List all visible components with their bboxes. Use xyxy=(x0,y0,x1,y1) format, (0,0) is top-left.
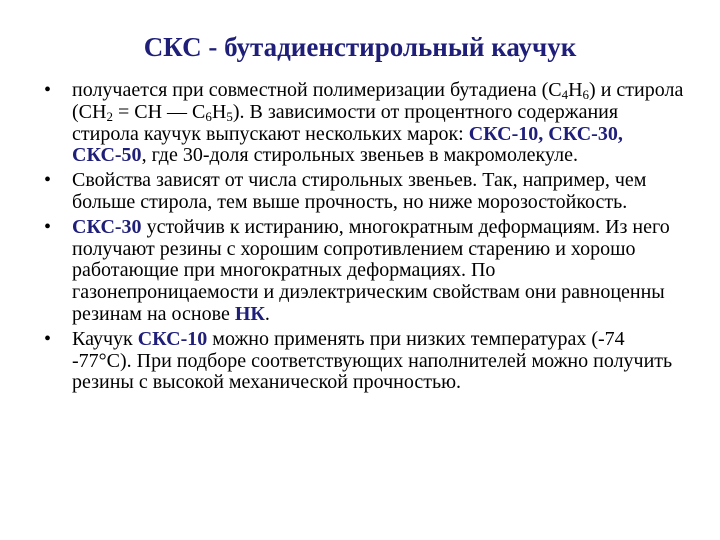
grade-highlight: СКС-10 xyxy=(137,327,208,350)
item-text: СКС-30 устойчив к истиранию, многократным деформациям. Из него получают резины с хорошим сопротивлением старению и хорошо работающие при многократных деформациях. По газонепроницаемости и диэлектрическим свойствам они равноценны резинам на основе НК. xyxy=(72,215,670,325)
list-item xyxy=(36,329,686,394)
list-item xyxy=(36,217,686,326)
list-item xyxy=(36,170,686,214)
grade-highlight: СКС-30 xyxy=(72,215,142,238)
bullet-icon: • xyxy=(44,327,52,350)
item-text: получается при совместной полимеризации бутадиена $(C_4H_6)$ и стирола ($CH_2$ = CH — $C_6H_5$). В зависимости от процентного содержания стирола каучук выпускают нескольких марок: СКС-10, СКС-30, СКС-50, где 30-доля стирольных звеньев в макромолекуле. xyxy=(72,79,684,167)
nk-highlight: НК xyxy=(234,302,265,325)
bullet-list xyxy=(36,80,686,397)
list-item xyxy=(36,80,686,167)
item-text: Свойства зависят от числа стирольных звеньев. Так, например, чем больше стирола, тем выше прочность, но ниже морозостойкость. xyxy=(72,169,647,213)
bullet-icon: • xyxy=(44,169,52,192)
grade-highlight: СКС-10, СКС-30, СКС-50 xyxy=(72,122,623,167)
bullet-icon: • xyxy=(44,215,52,238)
bullet-icon: • xyxy=(44,79,52,101)
slide-title: СКС - бутадиенстирольный каучук xyxy=(143,32,577,62)
item-text: Каучук СКС-10 можно применять при низких температурах (-74 -77°С). При подборе соответствующих наполнителей можно получить резины с высокой механической прочностью. xyxy=(72,327,673,394)
